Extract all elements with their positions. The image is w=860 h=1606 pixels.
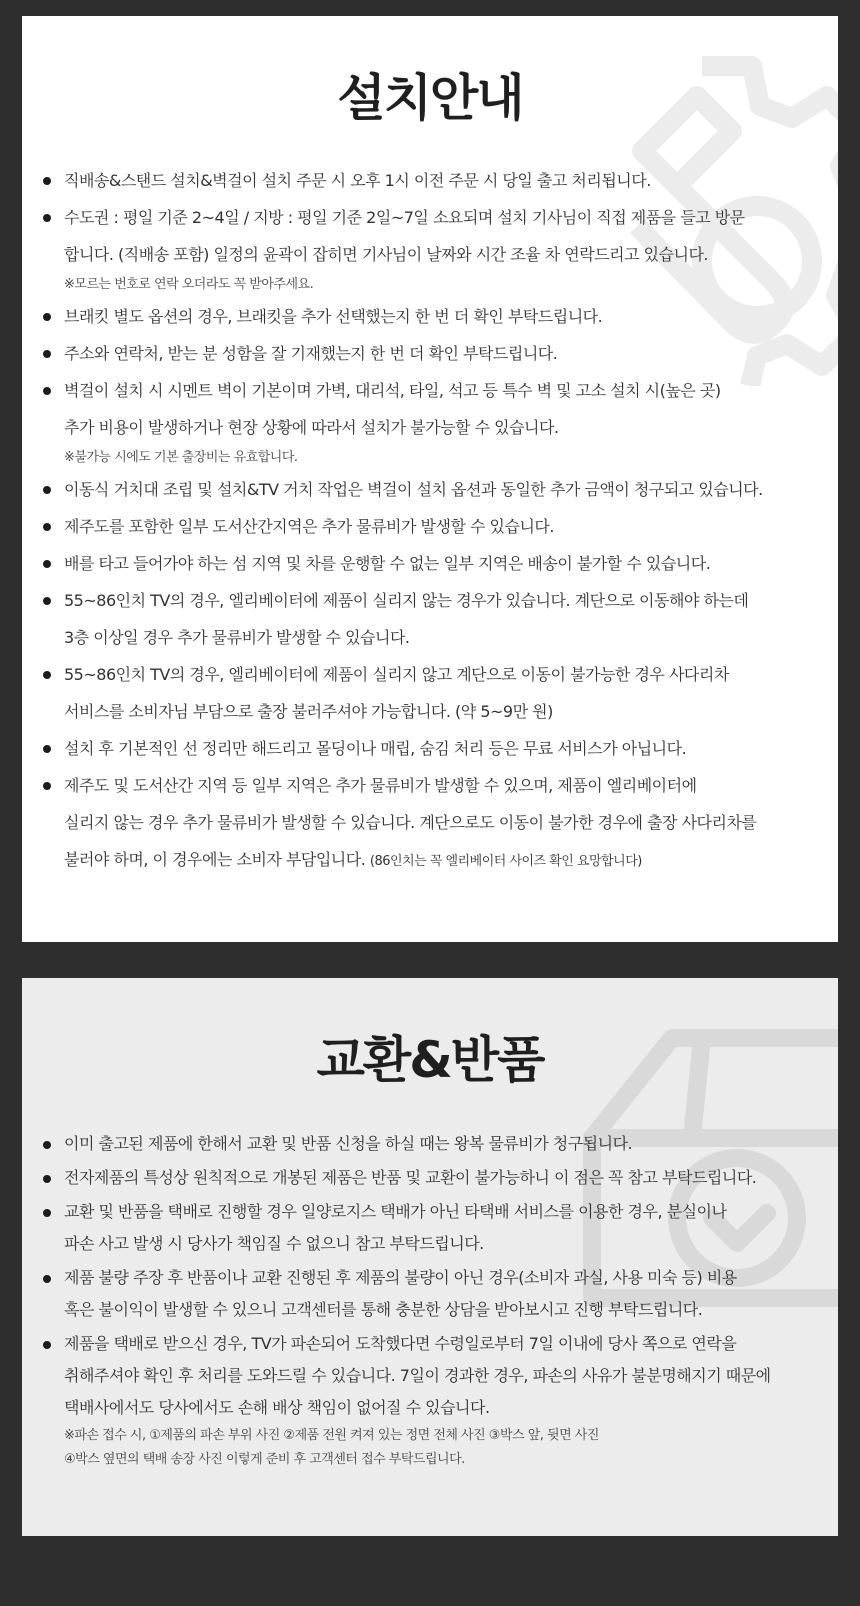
item-text: 설치 후 기본적인 선 정리만 해드리고 몰딩이나 매립, 숨김 처리 등은 무료 서비스가 아닙니다. bbox=[64, 739, 687, 758]
item-text: 실리지 않는 경우 추가 물류비가 발생할 수 있습니다. 계단으로도 이동이 불가한 경우에 출장 사다리차를 bbox=[64, 813, 757, 832]
item-text: 파손 사고 발생 시 당사가 책임질 수 없으니 참고 부탁드립니다. bbox=[64, 1234, 484, 1253]
list-item bbox=[22, 298, 838, 335]
item-text: 제품을 택배로 받으신 경우, TV가 파손되어 도착했다면 수령일로부터 7일 이내에 당사 쪽으로 연락을 bbox=[64, 1334, 737, 1353]
exchange-list bbox=[22, 1128, 838, 1470]
item-note: ※파손 접수 시, ①제품의 파손 부위 사진 ②제품 전원 켜져 있는 정면 전체 사진 ③박스 앞, 뒷면 사진 bbox=[64, 1428, 599, 1443]
bullet-dot bbox=[43, 523, 51, 531]
install-list bbox=[22, 162, 838, 880]
bullet-dot bbox=[43, 486, 51, 494]
item-note: ※불가능 시에도 기본 출장비는 유효합니다. bbox=[64, 450, 298, 465]
list-item bbox=[22, 1196, 838, 1260]
list-item bbox=[22, 162, 838, 199]
list-item bbox=[22, 730, 838, 767]
bullet-dot bbox=[43, 1175, 51, 1183]
bullet-dot bbox=[43, 350, 51, 358]
item-small-note: (86인치는 꼭 엘리베이터 사이즈 확인 요망합니다) bbox=[369, 854, 642, 869]
item-text: 브래킷 별도 옵션의 경우, 브래킷을 추가 선택했는지 한 번 더 확인 부탁드립니다. bbox=[64, 307, 603, 326]
item-text: 주소와 연락처, 받는 분 성함을 잘 기재했는지 한 번 더 확인 부탁드립니다. bbox=[64, 344, 558, 363]
item-text: 벽걸이 설치 시 시멘트 벽이 기본이며 가벽, 대리석, 타일, 석고 등 특수 벽 및 고소 설치 시(높은 곳) bbox=[64, 381, 721, 400]
item-text: 전자제품의 특성상 원칙적으로 개봉된 제품은 반품 및 교환이 불가능하니 이 점은 꼭 참고 부탁드립니다. bbox=[64, 1168, 757, 1187]
install-title: 설치안내 bbox=[337, 69, 523, 127]
list-item bbox=[22, 582, 838, 656]
bullet-dot bbox=[43, 214, 51, 222]
item-text: 취해주셔야 확인 후 처리를 도와드릴 수 있습니다. 7일이 경과한 경우, 파손의 사유가 불분명해지기 때문에 bbox=[64, 1366, 771, 1385]
list-item bbox=[22, 1262, 838, 1326]
bullet-dot bbox=[43, 387, 51, 395]
bullet-dot bbox=[43, 1209, 51, 1217]
list-item bbox=[22, 1162, 838, 1194]
item-text: 합니다. (직배송 포함) 일정의 윤곽이 잡히면 기사님이 날짜와 시간 조율 차 연락드리고 있습니다. bbox=[64, 245, 709, 264]
item-text: 서비스를 소비자님 부담으로 출장 불러주셔야 가능합니다. (약 5~9만 원) bbox=[64, 702, 553, 721]
list-item bbox=[22, 767, 838, 880]
item-text: 수도권 : 평일 기준 2~4일 / 지방 : 평일 기준 2일~7일 소요되며 설치 기사님이 직접 제품을 들고 방문 bbox=[64, 208, 745, 227]
item-text: 55~86인치 TV의 경우, 엘리베이터에 제품이 실리지 않고 계단으로 이동이 불가능한 경우 사다리차 bbox=[64, 665, 729, 684]
list-item bbox=[22, 335, 838, 372]
item-text: 추가 비용이 발생하거나 현장 상황에 따라서 설치가 불가능할 수 있습니다. bbox=[64, 418, 559, 437]
list-item bbox=[22, 372, 838, 468]
bullet-dot bbox=[43, 745, 51, 753]
bullet-dot bbox=[43, 1141, 51, 1149]
item-text: 55~86인치 TV의 경우, 엘리베이터에 제품이 실리지 않는 경우가 있습니다. 계단으로 이동해야 하는데 bbox=[64, 591, 749, 610]
exchange-return-section bbox=[22, 978, 838, 1536]
bullet-dot bbox=[43, 1341, 51, 1349]
list-item bbox=[22, 545, 838, 582]
list-item bbox=[22, 508, 838, 545]
item-text: 직배송&스탠드 설치&벽걸이 설치 주문 시 오후 1시 이전 주문 시 당일 출고 처리됩니다. bbox=[64, 171, 651, 190]
list-item bbox=[22, 471, 838, 508]
item-text: 3층 이상일 경우 추가 물류비가 발생할 수 있습니다. bbox=[64, 628, 410, 647]
item-text: 제품 불량 주장 후 반품이나 교환 진행된 후 제품의 불량이 아닌 경우(소비자 과실, 사용 미숙 등) 비용 bbox=[64, 1268, 737, 1287]
item-note: ※모르는 번호로 연락 오더라도 꼭 받아주세요. bbox=[64, 277, 314, 292]
bullet-dot bbox=[43, 1275, 51, 1283]
bullet-dot bbox=[43, 560, 51, 568]
bullet-dot bbox=[43, 313, 51, 321]
bullet-dot bbox=[43, 782, 51, 790]
exchange-title: 교환&반품 bbox=[316, 1031, 544, 1089]
item-text: 제주도 및 도서산간 지역 등 일부 지역은 추가 물류비가 발생할 수 있으며, 제품이 엘리베이터에 bbox=[64, 776, 697, 795]
list-item bbox=[22, 199, 838, 295]
item-text: 이동식 거치대 조립 및 설치&TV 거치 작업은 벽걸이 설치 옵션과 동일한 추가 금액이 청구되고 있습니다. bbox=[64, 480, 763, 499]
bullet-dot bbox=[43, 177, 51, 185]
bullet-dot bbox=[43, 671, 51, 679]
item-text: 이미 출고된 제품에 한해서 교환 및 반품 신청을 하실 때는 왕복 물류비가 청구됩니다. bbox=[64, 1134, 633, 1153]
item-text: 교환 및 반품을 택배로 진행할 경우 일양로지스 택배가 아닌 타택배 서비스를 이용한 경우, 분실이나 bbox=[64, 1202, 727, 1221]
bullet-dot bbox=[43, 597, 51, 605]
item-text: 혹은 불이익이 발생할 수 있으니 고객센터를 통해 충분한 상담을 받아보시고 진행 부탁드립니다. bbox=[64, 1300, 703, 1319]
item-text: 배를 타고 들어가야 하는 섬 지역 및 차를 운행할 수 없는 일부 지역은 배송이 불가할 수 있습니다. bbox=[64, 554, 711, 573]
item-text: 불러야 하며, 이 경우에는 소비자 부담입니다. bbox=[64, 850, 366, 869]
item-text: 택배사에서도 당사에서도 손해 배상 책임이 없어질 수 있습니다. bbox=[64, 1398, 490, 1417]
item-note: ④박스 옆면의 택배 송장 사진 이렇게 준비 후 고객센터 접수 부탁드립니다. bbox=[64, 1452, 465, 1467]
item-text-last bbox=[64, 841, 798, 880]
list-item bbox=[22, 656, 838, 730]
list-item bbox=[22, 1328, 838, 1470]
item-text: 제주도를 포함한 일부 도서산간지역은 추가 물류비가 발생할 수 있습니다. bbox=[64, 517, 554, 536]
list-item bbox=[22, 1128, 838, 1160]
installation-guide-section bbox=[22, 16, 838, 942]
